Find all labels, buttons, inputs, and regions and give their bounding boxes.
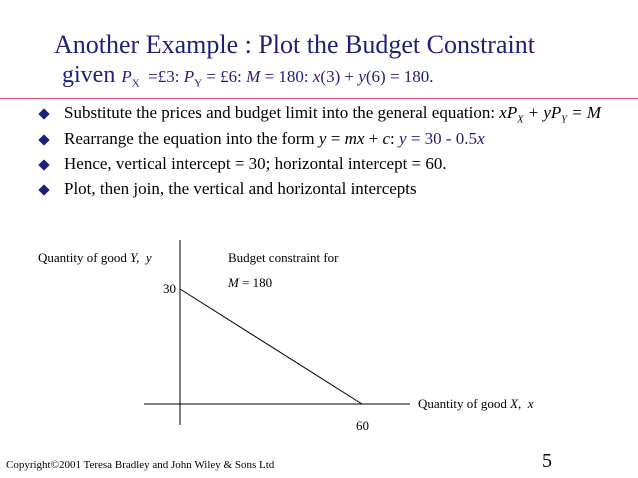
general-equation: $xP_X + yP_Y = M$	[499, 103, 601, 126]
subtitle-given: given	[62, 62, 116, 88]
annotation-line2: M = 180	[228, 275, 273, 290]
annotation-line1: Budget constraint for	[228, 250, 339, 265]
bullet-text: Substitute the prices and budget limit into the general equation: $xP_X + yP_Y = M$	[64, 103, 601, 126]
copyright-footer: Copyright©2001 Teresa Bradley and John Wiley & Sons Ltd	[6, 459, 275, 471]
bullet-text: Plot, then join, the vertical and horizontal intercepts	[64, 179, 417, 198]
page-number: 5	[542, 450, 552, 472]
slide-title: Another Example : Plot the Budget Constraint	[54, 30, 535, 59]
subtitle-prices: $P_X$ =£3: $P_Y$ = £6: M = 180: x(3) + y(6) = 180.	[121, 67, 434, 90]
bullet-text: Hence, vertical intercept = 30; horizontal intercept = 60.	[64, 154, 447, 173]
y-axis-label: Quantity of good Y, y	[38, 250, 152, 265]
bullet-text: Rearrange the equation into the form y = mx + c: y = 30 - 0.5x	[64, 129, 485, 148]
x-intercept-label: 60	[356, 418, 369, 433]
budget-constraint-line	[180, 289, 362, 404]
x-axis-label: Quantity of good X, x	[418, 396, 534, 411]
rearranged-equation: y = 30 - 0.5x	[399, 129, 485, 148]
y-intercept-label: 30	[163, 281, 176, 296]
